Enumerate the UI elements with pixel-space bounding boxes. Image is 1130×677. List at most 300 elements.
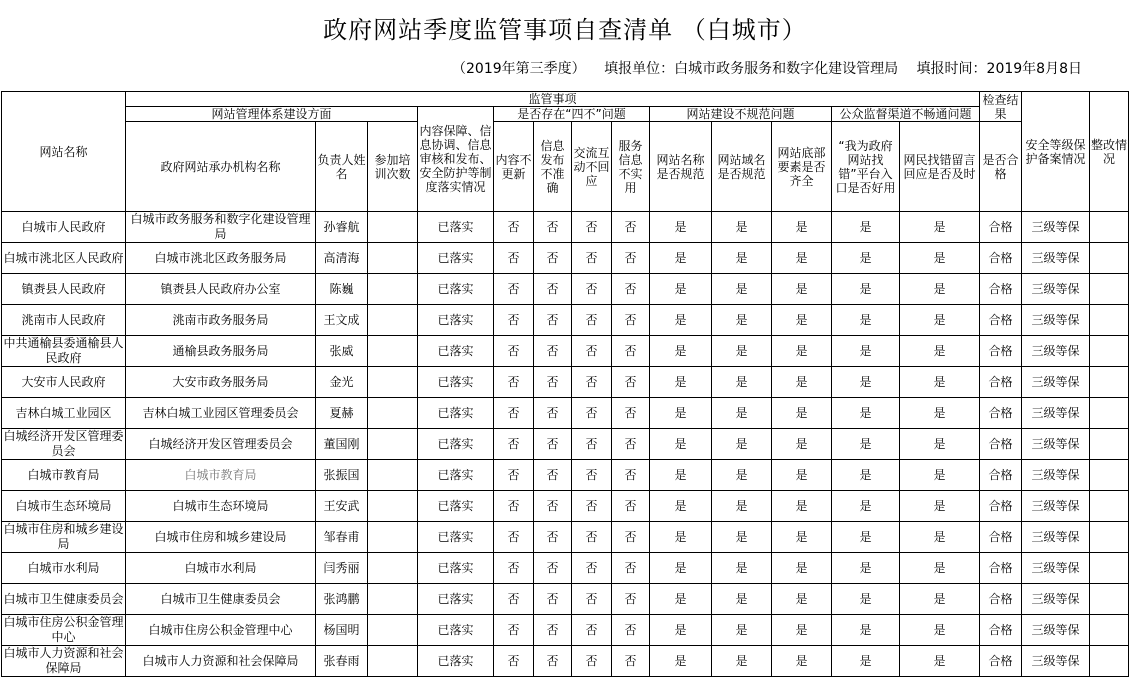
cell-rectify xyxy=(1090,646,1129,677)
cell-n2: 是 xyxy=(712,367,772,398)
cell-p1: 是 xyxy=(832,212,900,243)
cell-n3: 是 xyxy=(772,584,832,615)
cell-result: 合格 xyxy=(980,460,1022,491)
cell-training xyxy=(368,460,418,491)
cell-c2: 否 xyxy=(534,212,572,243)
cell-c1: 否 xyxy=(494,584,534,615)
cell-c3: 否 xyxy=(572,367,612,398)
cell-security: 三级等保 xyxy=(1022,584,1090,615)
cell-n2: 是 xyxy=(712,646,772,677)
cell-c2: 否 xyxy=(534,491,572,522)
cell-rectify xyxy=(1090,305,1129,336)
cell-c1: 否 xyxy=(494,336,534,367)
cell-site: 白城市住房公积金管理中心 xyxy=(3,615,124,644)
cell-p2: 是 xyxy=(900,491,980,522)
cell-security: 三级等保 xyxy=(1022,460,1090,491)
cell-n2: 是 xyxy=(712,274,772,305)
cell-rectify xyxy=(1090,553,1129,584)
cell-security: 三级等保 xyxy=(1022,305,1090,336)
cell-result: 合格 xyxy=(980,522,1022,553)
cell-result: 合格 xyxy=(980,367,1022,398)
cell-n3: 是 xyxy=(772,367,832,398)
table-row xyxy=(2,491,1129,522)
cell-n2: 是 xyxy=(712,305,772,336)
cell-p1: 是 xyxy=(832,460,900,491)
cell-p2: 是 xyxy=(900,584,980,615)
cell-rectify xyxy=(1090,212,1129,243)
header-no-response: 交流互动不回应 xyxy=(572,122,612,212)
header-check-result: 检查结果 xyxy=(980,92,1022,122)
cell-person: 金光 xyxy=(316,367,368,398)
table-row xyxy=(2,398,1129,429)
cell-impl: 已落实 xyxy=(418,212,494,243)
cell-agency: 白城市教育局 xyxy=(126,460,316,491)
cell-agency: 白城市水利局 xyxy=(126,553,316,584)
cell-n3: 是 xyxy=(772,429,832,460)
cell-security: 三级等保 xyxy=(1022,553,1090,584)
cell-n1: 是 xyxy=(650,274,712,305)
cell-training xyxy=(368,584,418,615)
cell-result: 合格 xyxy=(980,243,1022,274)
header-training: 参加培训次数 xyxy=(368,122,418,212)
cell-p2: 是 xyxy=(900,646,980,677)
cell-c2: 否 xyxy=(534,367,572,398)
cell-c2: 否 xyxy=(534,460,572,491)
cell-c2: 否 xyxy=(534,646,572,677)
cell-n2: 是 xyxy=(712,491,772,522)
cell-training xyxy=(368,491,418,522)
cell-agency: 通榆县政务服务局 xyxy=(126,336,316,367)
header-management-system: 网站管理体系建设方面 xyxy=(126,107,418,122)
cell-n1: 是 xyxy=(650,522,712,553)
cell-n1: 是 xyxy=(650,646,712,677)
cell-site: 白城市住房和城乡建设局 xyxy=(3,522,124,551)
cell-result: 合格 xyxy=(980,429,1022,460)
cell-p2: 是 xyxy=(900,243,980,274)
cell-site: 白城市水利局 xyxy=(2,553,126,584)
cell-agency: 白城经济开发区管理委员会 xyxy=(126,429,316,460)
cell-p1: 是 xyxy=(832,646,900,677)
cell-result: 合格 xyxy=(980,584,1022,615)
cell-c1: 否 xyxy=(494,615,534,646)
table-body xyxy=(2,212,1129,677)
cell-impl: 已落实 xyxy=(418,584,494,615)
cell-c3: 否 xyxy=(572,274,612,305)
cell-n3: 是 xyxy=(772,398,832,429)
header-not-updated: 内容不更新 xyxy=(494,122,534,212)
cell-c2: 否 xyxy=(534,274,572,305)
cell-c4: 否 xyxy=(612,305,650,336)
cell-n1: 是 xyxy=(650,584,712,615)
cell-training xyxy=(368,398,418,429)
cell-n1: 是 xyxy=(650,243,712,274)
cell-rectify xyxy=(1090,522,1129,553)
cell-n3: 是 xyxy=(772,305,832,336)
cell-p2: 是 xyxy=(900,522,980,553)
cell-person: 夏赫 xyxy=(316,398,368,429)
cell-c4: 否 xyxy=(612,367,650,398)
page-title: 政府网站季度监管事项自查清单 （白城市） xyxy=(323,16,807,44)
cell-training xyxy=(368,615,418,646)
cell-c4: 否 xyxy=(612,522,650,553)
table-header xyxy=(2,92,1129,212)
cell-p2: 是 xyxy=(900,367,980,398)
table-row xyxy=(2,615,1129,646)
cell-result: 合格 xyxy=(980,274,1022,305)
header-site-name: 网站名称 xyxy=(2,92,126,212)
cell-agency: 大安市政务服务局 xyxy=(126,367,316,398)
table-row xyxy=(2,584,1129,615)
cell-n1: 是 xyxy=(650,491,712,522)
cell-security: 三级等保 xyxy=(1022,398,1090,429)
cell-person: 张鸿鹏 xyxy=(316,584,368,615)
cell-training xyxy=(368,522,418,553)
cell-training xyxy=(368,243,418,274)
cell-training xyxy=(368,274,418,305)
cell-site: 大安市人民政府 xyxy=(2,367,126,398)
cell-person: 张振国 xyxy=(316,460,368,491)
cell-p1: 是 xyxy=(832,243,900,274)
cell-person: 王文成 xyxy=(316,305,368,336)
table-row xyxy=(2,336,1129,367)
header-irregular: 网站建设不规范问题 xyxy=(650,107,832,122)
report-date: 填报时间：2019年8月8日 xyxy=(916,61,1082,77)
cell-c2: 否 xyxy=(534,305,572,336)
header-four-not: 是否存在“四不”问题 xyxy=(494,107,650,122)
cell-n1: 是 xyxy=(650,615,712,646)
cell-p2: 是 xyxy=(900,615,980,646)
cell-site: 白城市人民政府 xyxy=(2,212,126,243)
header-rectify: 整改情况 xyxy=(1090,92,1129,212)
cell-p2: 是 xyxy=(900,460,980,491)
header-supervision: 监管事项 xyxy=(126,92,980,107)
cell-result: 合格 xyxy=(980,646,1022,677)
cell-n3: 是 xyxy=(772,615,832,646)
cell-n1: 是 xyxy=(650,212,712,243)
cell-c1: 否 xyxy=(494,367,534,398)
cell-rectify xyxy=(1090,336,1129,367)
cell-training xyxy=(368,367,418,398)
cell-n3: 是 xyxy=(772,491,832,522)
table-row xyxy=(2,305,1129,336)
cell-site: 白城市教育局 xyxy=(2,460,126,491)
cell-agency: 白城市人力资源和社会保障局 xyxy=(126,646,316,677)
header-errata: “我为政府网站找错”平台入口是否好用 xyxy=(832,122,900,212)
cell-c2: 否 xyxy=(534,398,572,429)
cell-p2: 是 xyxy=(900,212,980,243)
cell-c1: 否 xyxy=(494,305,534,336)
cell-p1: 是 xyxy=(832,615,900,646)
cell-p1: 是 xyxy=(832,398,900,429)
cell-c3: 否 xyxy=(572,615,612,646)
cell-person: 董国刚 xyxy=(316,429,368,460)
cell-p2: 是 xyxy=(900,429,980,460)
cell-p2: 是 xyxy=(900,398,980,429)
cell-c3: 否 xyxy=(572,553,612,584)
cell-rectify xyxy=(1090,274,1129,305)
cell-c3: 否 xyxy=(572,460,612,491)
cell-site: 镇赉县人民政府 xyxy=(2,274,126,305)
cell-security: 三级等保 xyxy=(1022,212,1090,243)
cell-training xyxy=(368,553,418,584)
cell-rectify xyxy=(1090,584,1129,615)
cell-training xyxy=(368,429,418,460)
cell-person: 张春雨 xyxy=(316,646,368,677)
cell-person: 杨国明 xyxy=(316,615,368,646)
cell-c3: 否 xyxy=(572,336,612,367)
cell-p2: 是 xyxy=(900,274,980,305)
cell-security: 三级等保 xyxy=(1022,522,1090,553)
cell-c3: 否 xyxy=(572,522,612,553)
cell-p1: 是 xyxy=(832,429,900,460)
header-name-std: 网站名称是否规范 xyxy=(650,122,712,212)
cell-site: 白城经济开发区管理委员会 xyxy=(3,429,124,458)
cell-c3: 否 xyxy=(572,646,612,677)
report-period: （2019年第三季度） xyxy=(452,61,586,77)
cell-security: 三级等保 xyxy=(1022,367,1090,398)
cell-person: 陈巍 xyxy=(316,274,368,305)
cell-result: 合格 xyxy=(980,398,1022,429)
cell-n3: 是 xyxy=(772,274,832,305)
cell-n2: 是 xyxy=(712,460,772,491)
cell-n1: 是 xyxy=(650,305,712,336)
cell-n3: 是 xyxy=(772,522,832,553)
cell-impl: 已落实 xyxy=(418,305,494,336)
cell-agency: 洮南市政务服务局 xyxy=(126,305,316,336)
cell-c2: 否 xyxy=(534,336,572,367)
cell-result: 合格 xyxy=(980,491,1022,522)
cell-impl: 已落实 xyxy=(418,491,494,522)
table-row xyxy=(2,553,1129,584)
cell-c4: 否 xyxy=(612,243,650,274)
cell-c4: 否 xyxy=(612,491,650,522)
cell-n1: 是 xyxy=(650,553,712,584)
cell-p1: 是 xyxy=(832,584,900,615)
cell-c4: 否 xyxy=(612,429,650,460)
cell-n3: 是 xyxy=(772,553,832,584)
header-impractical: 服务信息不实用 xyxy=(612,122,650,212)
cell-training xyxy=(368,336,418,367)
cell-p1: 是 xyxy=(832,274,900,305)
cell-n1: 是 xyxy=(650,460,712,491)
cell-result: 合格 xyxy=(980,305,1022,336)
header-channel: 公众监督渠道不畅通问题 xyxy=(832,107,980,122)
cell-site: 白城市生态环境局 xyxy=(2,491,126,522)
cell-p1: 是 xyxy=(832,491,900,522)
cell-c3: 否 xyxy=(572,305,612,336)
cell-person: 高清海 xyxy=(316,243,368,274)
cell-result: 合格 xyxy=(980,212,1022,243)
cell-p2: 是 xyxy=(900,336,980,367)
cell-p2: 是 xyxy=(900,553,980,584)
cell-n2: 是 xyxy=(712,398,772,429)
cell-n2: 是 xyxy=(712,615,772,646)
report-unit: 填报单位：白城市政务服务和数字化建设管理局 xyxy=(604,61,899,77)
cell-c3: 否 xyxy=(572,584,612,615)
header-qualified: 是否合格 xyxy=(980,122,1022,212)
cell-security: 三级等保 xyxy=(1022,336,1090,367)
cell-p1: 是 xyxy=(832,336,900,367)
header-footer-std: 网站底部要素是否齐全 xyxy=(772,122,832,212)
cell-security: 三级等保 xyxy=(1022,243,1090,274)
cell-c4: 否 xyxy=(612,398,650,429)
cell-impl: 已落实 xyxy=(418,367,494,398)
cell-c2: 否 xyxy=(534,615,572,646)
report-info xyxy=(438,58,1082,78)
cell-c1: 否 xyxy=(494,243,534,274)
cell-person: 闫秀丽 xyxy=(316,553,368,584)
cell-agency: 白城市住房和城乡建设局 xyxy=(126,522,316,553)
cell-c3: 否 xyxy=(572,212,612,243)
cell-impl: 已落实 xyxy=(418,429,494,460)
cell-n2: 是 xyxy=(712,212,772,243)
cell-c4: 否 xyxy=(612,646,650,677)
cell-security: 三级等保 xyxy=(1022,274,1090,305)
cell-n2: 是 xyxy=(712,553,772,584)
cell-n3: 是 xyxy=(772,460,832,491)
cell-agency: 白城市政务服务和数字化建设管理局 xyxy=(126,212,316,243)
cell-c4: 否 xyxy=(612,212,650,243)
cell-security: 三级等保 xyxy=(1022,646,1090,677)
cell-c1: 否 xyxy=(494,491,534,522)
cell-n2: 是 xyxy=(712,243,772,274)
cell-site: 白城市洮北区人民政府 xyxy=(2,243,126,274)
cell-c2: 否 xyxy=(534,584,572,615)
cell-security: 三级等保 xyxy=(1022,429,1090,460)
cell-n1: 是 xyxy=(650,336,712,367)
header-person: 负责人姓名 xyxy=(316,122,368,212)
checklist-table xyxy=(1,91,1129,677)
cell-n2: 是 xyxy=(712,336,772,367)
cell-c4: 否 xyxy=(612,460,650,491)
cell-p1: 是 xyxy=(832,522,900,553)
cell-impl: 已落实 xyxy=(418,243,494,274)
cell-impl: 已落实 xyxy=(418,522,494,553)
cell-rectify xyxy=(1090,243,1129,274)
cell-c3: 否 xyxy=(572,429,612,460)
cell-security: 三级等保 xyxy=(1022,615,1090,646)
table-row xyxy=(2,646,1129,677)
cell-rectify xyxy=(1090,367,1129,398)
header-inaccurate: 信息发布不准确 xyxy=(534,122,572,212)
cell-c3: 否 xyxy=(572,491,612,522)
header-security: 安全等级保护备案情况 xyxy=(1022,92,1090,212)
cell-impl: 已落实 xyxy=(418,646,494,677)
cell-agency: 白城市洮北区政务服务局 xyxy=(126,243,316,274)
cell-c3: 否 xyxy=(572,243,612,274)
cell-agency: 白城市卫生健康委员会 xyxy=(126,584,316,615)
cell-agency: 镇赉县人民政府办公室 xyxy=(126,274,316,305)
cell-c2: 否 xyxy=(534,429,572,460)
cell-c2: 否 xyxy=(534,553,572,584)
header-reply: 网民找错留言回应是否及时 xyxy=(900,122,980,212)
cell-n3: 是 xyxy=(772,212,832,243)
cell-rectify xyxy=(1090,398,1129,429)
cell-site: 白城市卫生健康委员会 xyxy=(2,584,126,615)
cell-training xyxy=(368,212,418,243)
cell-rectify xyxy=(1090,491,1129,522)
header-content-guarantee: 内容保障、信息协调、信息审核和发布、安全防护等制度落实情况 xyxy=(418,107,494,212)
cell-rectify xyxy=(1090,460,1129,491)
cell-n2: 是 xyxy=(712,522,772,553)
cell-agency: 吉林白城工业园区管理委员会 xyxy=(126,398,316,429)
cell-site: 洮南市人民政府 xyxy=(2,305,126,336)
header-agency: 政府网站承办机构名称 xyxy=(126,122,316,212)
cell-impl: 已落实 xyxy=(418,553,494,584)
cell-training xyxy=(368,305,418,336)
cell-impl: 已落实 xyxy=(418,274,494,305)
cell-person: 邹春甫 xyxy=(316,522,368,553)
cell-rectify xyxy=(1090,615,1129,646)
cell-result: 合格 xyxy=(980,615,1022,646)
cell-impl: 已落实 xyxy=(418,398,494,429)
table-row xyxy=(2,243,1129,274)
cell-agency: 白城市住房公积金管理中心 xyxy=(126,615,316,646)
cell-site: 吉林白城工业园区 xyxy=(2,398,126,429)
cell-c4: 否 xyxy=(612,615,650,646)
table-row xyxy=(2,212,1129,243)
cell-n3: 是 xyxy=(772,646,832,677)
cell-c1: 否 xyxy=(494,646,534,677)
cell-person: 王安武 xyxy=(316,491,368,522)
cell-c4: 否 xyxy=(612,274,650,305)
cell-c2: 否 xyxy=(534,522,572,553)
cell-person: 张威 xyxy=(316,336,368,367)
header-domain-std: 网站域名是否规范 xyxy=(712,122,772,212)
cell-n1: 是 xyxy=(650,429,712,460)
cell-p2: 是 xyxy=(900,305,980,336)
cell-c1: 否 xyxy=(494,274,534,305)
cell-c1: 否 xyxy=(494,429,534,460)
cell-result: 合格 xyxy=(980,336,1022,367)
cell-c1: 否 xyxy=(494,522,534,553)
cell-c1: 否 xyxy=(494,212,534,243)
cell-agency: 白城市生态环境局 xyxy=(126,491,316,522)
cell-c1: 否 xyxy=(494,553,534,584)
cell-n2: 是 xyxy=(712,584,772,615)
table-row xyxy=(2,367,1129,398)
table-row xyxy=(2,460,1129,491)
cell-c4: 否 xyxy=(612,336,650,367)
cell-c1: 否 xyxy=(494,398,534,429)
cell-training xyxy=(368,646,418,677)
cell-rectify xyxy=(1090,429,1129,460)
table-row xyxy=(2,274,1129,305)
cell-impl: 已落实 xyxy=(418,615,494,646)
cell-c4: 否 xyxy=(612,553,650,584)
cell-impl: 已落实 xyxy=(418,460,494,491)
cell-n3: 是 xyxy=(772,336,832,367)
cell-site: 白城市人力资源和社会保障局 xyxy=(3,646,124,675)
cell-p1: 是 xyxy=(832,553,900,584)
cell-person: 孙睿航 xyxy=(316,212,368,243)
cell-n2: 是 xyxy=(712,429,772,460)
cell-site: 中共通榆县委通榆县人民政府 xyxy=(3,336,124,365)
table-row xyxy=(2,429,1129,460)
cell-c4: 否 xyxy=(612,584,650,615)
cell-p1: 是 xyxy=(832,305,900,336)
cell-c2: 否 xyxy=(534,243,572,274)
cell-n1: 是 xyxy=(650,398,712,429)
table-row xyxy=(2,522,1129,553)
cell-c1: 否 xyxy=(494,460,534,491)
cell-impl: 已落实 xyxy=(418,336,494,367)
cell-n3: 是 xyxy=(772,243,832,274)
cell-security: 三级等保 xyxy=(1022,491,1090,522)
cell-result: 合格 xyxy=(980,553,1022,584)
cell-p1: 是 xyxy=(832,367,900,398)
cell-c3: 否 xyxy=(572,398,612,429)
